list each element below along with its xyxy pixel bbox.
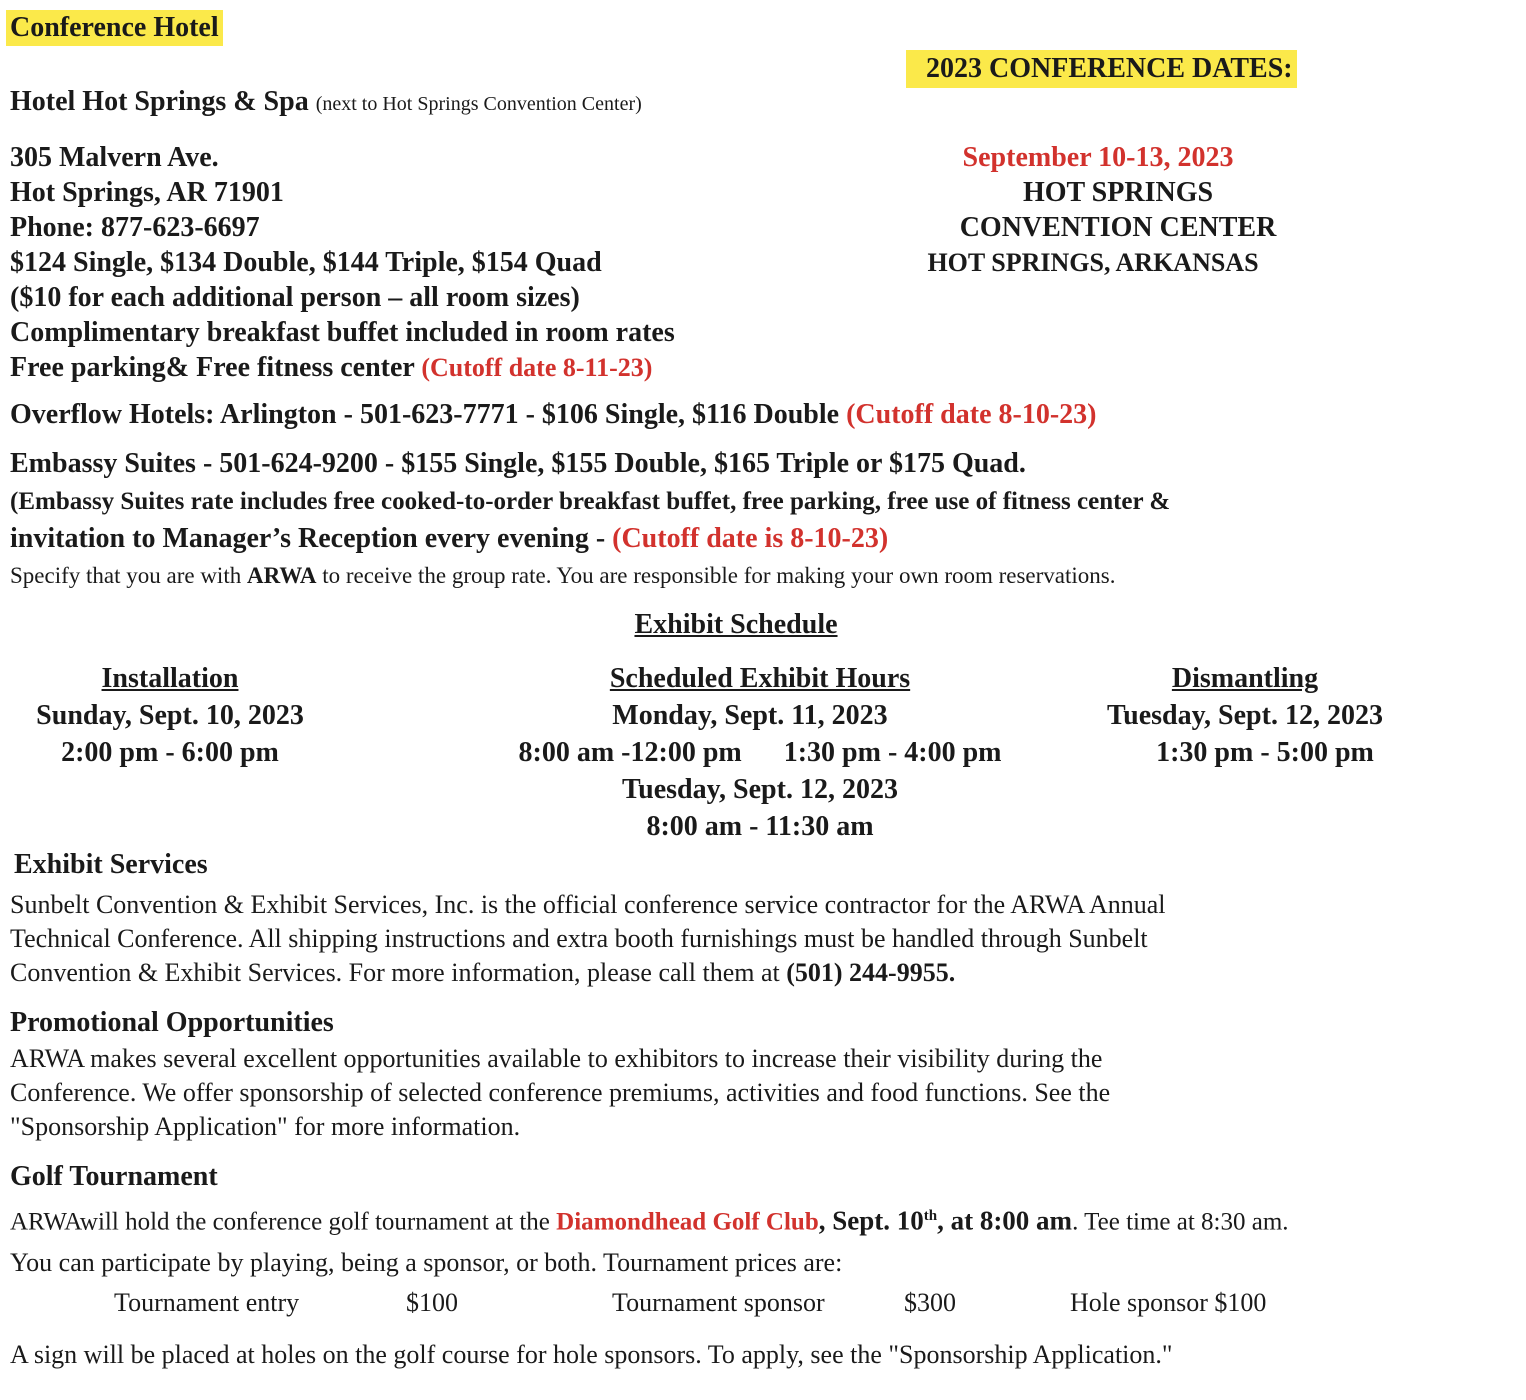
dismantling-time: 1:30 pm - 5:00 pm — [1156, 737, 1374, 768]
conference-dates-heading: 2023 CONFERENCE DATES: — [906, 50, 1297, 88]
conference-dates-block — [908, 140, 1328, 280]
venue-line3: HOT SPRINGS, ARKANSAS — [927, 248, 1259, 277]
exhibit-hours-day2: Tuesday, Sept. 12, 2023 — [622, 774, 898, 805]
exhibit-services-phone: (501) 244-9955. — [786, 958, 956, 987]
exhibit-hours-column — [460, 660, 1060, 845]
exhibit-hours-time2: 8:00 am - 11:30 am — [646, 811, 874, 842]
overflow-embassy-note2: invitation to Manager’s Reception every evening - — [10, 523, 606, 554]
golf-date-sup: th — [923, 1208, 938, 1224]
golf-heading: Golf Tournament — [10, 1161, 218, 1192]
promotional-line2: Conference. We offer sponsorship of selected conference premiums, activities and food functions. See the — [10, 1078, 1111, 1107]
golf-hole-label: Hole sponsor $100 — [1070, 1288, 1267, 1317]
golf-club: Diamondhead Golf Club — [556, 1208, 819, 1236]
golf-date: , Sept. 10 — [818, 1205, 924, 1236]
overflow-embassy-note: (Embassy Suites rate includes free cooked-to-order breakfast buffet, free parking, free use of fitness center & — [10, 488, 1171, 515]
overflow-arlington-line — [10, 396, 1096, 434]
golf-line1 — [10, 1198, 1289, 1240]
promotional-text — [10, 1042, 1110, 1144]
exhibit-services-text — [10, 888, 1166, 990]
promotional-line3: "Sponsorship Application" for more information. — [10, 1112, 521, 1141]
overflow-embassy-cutoff: (Cutoff date is 8-10-23) — [612, 523, 889, 554]
installation-heading: Installation — [101, 663, 239, 694]
golf-entry-label: Tournament entry — [114, 1288, 300, 1317]
golf-time: , at 8:00 am — [937, 1205, 1073, 1236]
hotel-additional: ($10 for each additional person – all room sizes) — [10, 282, 580, 313]
conference-dates: September 10-13, 2023 — [962, 142, 1234, 173]
specify-line — [10, 560, 1116, 592]
specify-org: ARWA — [246, 563, 317, 588]
hotel-details — [10, 140, 675, 385]
exhibit-hours-day1: Monday, Sept. 11, 2023 — [612, 700, 888, 731]
golf-sponsor-price: $300 — [904, 1288, 956, 1317]
overflow-arlington: Overflow Hotels: Arlington - 501-623-7771 - $106 Single, $116 Double — [10, 399, 840, 430]
golf-sponsor-label: Tournament sponsor — [612, 1288, 825, 1317]
dismantling-day: Tuesday, Sept. 12, 2023 — [1107, 700, 1383, 731]
golf-line1-pre: ARWAwill hold the conference golf tournament at the — [10, 1208, 550, 1236]
golf-line2: You can participate by playing, being a sponsor, or both. Tournament prices are: — [10, 1248, 843, 1277]
dismantling-column — [1070, 660, 1420, 771]
exhibit-schedule-heading: Exhibit Schedule — [634, 609, 838, 640]
overflow-embassy-note2-line — [10, 520, 888, 558]
hotel-breakfast: Complimentary breakfast buffet included in room rates — [10, 317, 675, 348]
hotel-parking: Free parking& Free fitness center — [10, 352, 415, 383]
exhibit-hours-time1b: 1:30 pm - 4:00 pm — [783, 737, 1002, 768]
exhibit-hours-heading: Scheduled Exhibit Hours — [609, 663, 911, 694]
exhibit-services-line3-row — [10, 956, 1166, 990]
conference-hotel-heading: Conference Hotel — [6, 10, 223, 46]
exhibit-hours-time1-line — [460, 734, 1060, 771]
installation-time: 2:00 pm - 6:00 pm — [61, 737, 279, 768]
hotel-phone: Phone: 877-623-6697 — [10, 212, 260, 243]
overflow-arlington-cutoff: (Cutoff date 8-10-23) — [846, 399, 1097, 430]
hotel-rates: $124 Single, $134 Double, $144 Triple, $154 Quad — [10, 247, 602, 278]
hotel-address2: Hot Springs, AR 71901 — [10, 177, 284, 208]
specify-post: to receive the group rate. You are responsible for making your own room reservations. — [322, 563, 1116, 588]
overflow-embassy: Embassy Suites - 501-624-9200 - $155 Single, $155 Double, $165 Triple or $175 Quad. — [10, 448, 1026, 479]
hotel-name-line — [10, 84, 642, 122]
hotel-note: (next to Hot Springs Convention Center) — [315, 93, 642, 115]
exhibit-hours-time1: 8:00 am -12:00 pm — [518, 737, 742, 768]
golf-entry-price: $100 — [406, 1288, 458, 1317]
hotel-parking-line — [10, 350, 675, 385]
hotel-address1: 305 Malvern Ave. — [10, 142, 219, 173]
promotional-heading: Promotional Opportunities — [10, 1007, 334, 1038]
promotional-line1: ARWA makes several excellent opportunities available to exhibitors to increase their visibility during the — [10, 1044, 1103, 1073]
dismantling-heading: Dismantling — [1171, 663, 1319, 694]
venue-line1: HOT SPRINGS — [1022, 177, 1214, 208]
exhibit-services-line1: Sunbelt Convention & Exhibit Services, Inc. is the official conference service contractor for the ARWA Annual — [10, 890, 1166, 919]
specify-pre: Specify that you are with — [10, 563, 242, 588]
exhibit-services-line3: Convention & Exhibit Services. For more information, please call them at — [10, 958, 780, 987]
hotel-name: Hotel Hot Springs & Spa — [10, 86, 309, 117]
exhibit-services-heading: Exhibit Services — [14, 849, 208, 880]
hotel-cutoff: (Cutoff date 8-11-23) — [421, 353, 653, 382]
exhibit-services-line2: Technical Conference. All shipping instructions and extra booth furnishings must be handled through Sunbelt — [10, 924, 1148, 953]
installation-day: Sunday, Sept. 10, 2023 — [36, 700, 304, 731]
golf-line3: A sign will be placed at holes on the golf course for hole sponsors. To apply, see the "Sponsorship Application." — [10, 1340, 1173, 1369]
golf-tee: . Tee time at 8:30 am. — [1072, 1208, 1289, 1236]
venue-line2: CONVENTION CENTER — [959, 212, 1277, 243]
installation-column — [0, 660, 340, 771]
